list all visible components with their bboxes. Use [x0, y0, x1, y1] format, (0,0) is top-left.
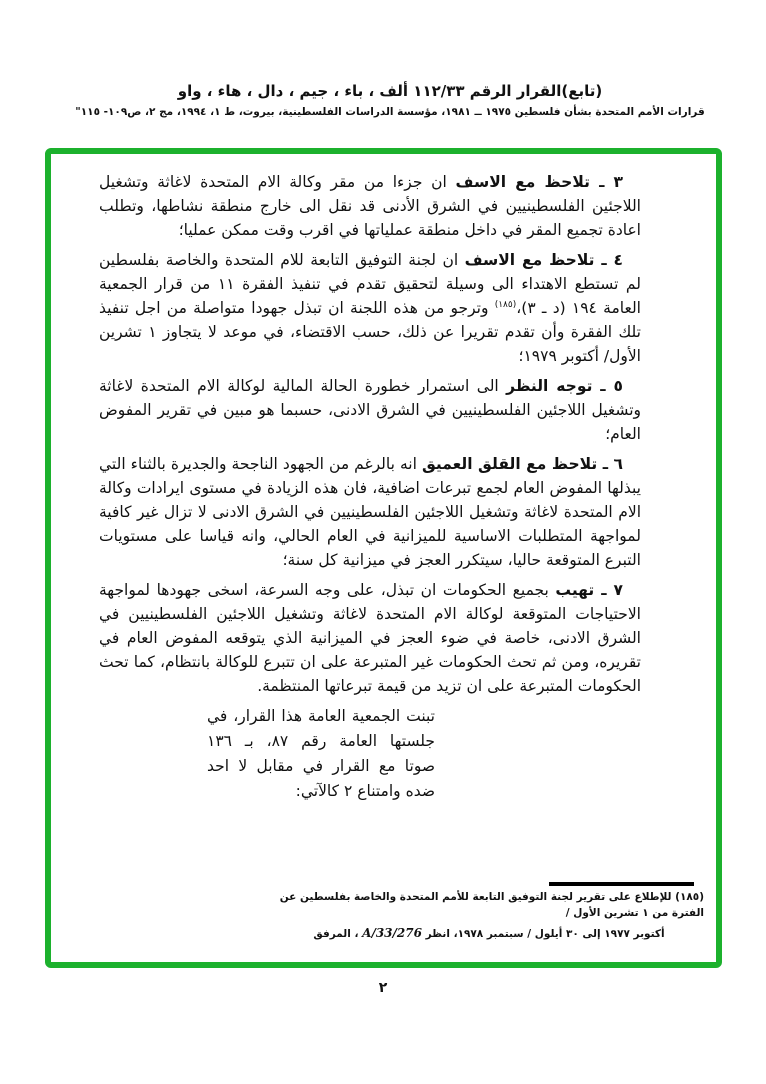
footnote-line-1: (١٨٥) للإطلاع على تقرير لجنة التوفيق التابعة للأمم المتحدة والخاصة بفلسطين عن الفترة من ١ تشرين الأول / [279, 891, 704, 919]
resolution-paragraph-5 [99, 374, 641, 446]
footnote-185 [274, 889, 704, 942]
adoption-line-4: ضده وامتناع ٢ كالآتي: [295, 782, 435, 800]
paragraph-7-text: بجميع الحكومات ان تبذل، على وجه السرعة، اسخى جهودها لمواجهة الاحتياجات المتوقعة لوكالة الام المتحدة لاغاثة وتشغيل اللاجئين الفلسطينيين في الشرق الادنى، خاصة في ضوء العجز في الميزانية الذي يتوقعه المفوض العام في تقريره، ومن ثم تحث الحكومات غير المتبرعة على ان تتبرع للوكالة بانتظام، كما تحث الحكومات المتبرعة على ان تزيد من قيمة تبرعاتها المنتظمة. [99, 581, 641, 695]
paragraph-4-lead: ٤ ـ تلاحظ مع الاسف [464, 251, 623, 269]
paragraph-3-text: ان جزءا من مقر وكالة الام المتحدة لاغاثة وتشغيل اللاجئين الفلسطينيين في الشرق الأدنى قد نقل الى خارج منطقة نشاطها، وتطلب اعادة تجميع المقر في داخل منطقة عملياتها في اقرب وقت ممكن عمليا؛ [99, 173, 641, 239]
un-document-symbol: A/33/276 [362, 926, 422, 940]
paragraph-6-lead: ٦ ـ تلاحظ مع القلق العميق [421, 455, 623, 473]
resolution-paragraph-4 [99, 248, 641, 368]
adoption-line-2: جلستها العامة رقم ٨٧، بـ ١٣٦ [207, 732, 435, 750]
adoption-line-1: تبنت الجمعية العامة هذا القرار، في [207, 707, 435, 725]
paragraph-6-text: انه بالرغم من الجهود الناجحة والجديرة بالثناء التي يبذلها المفوض العام لجمع تبرعات اضافية، فان هذه الزيادة في مستوى ايرادات وكالة الام المتحدة لاغاثة وتشغيل اللاجئين الفلسطينيين في الشرق الادنى لا تزال غير كافية لمواجهة المتطلبات الاساسية للميزانية في العام الحالي، وانه قياسا على مستويات التبرع المتوقعة حاليا، سيتكرر العجز في ميزانية كل سنة؛ [99, 455, 641, 569]
adoption-statement [207, 704, 435, 804]
paragraph-7-lead: ٧ ـ تهيب [555, 581, 623, 599]
footnote-line-2 [274, 925, 704, 942]
resolution-paragraph-3 [99, 170, 641, 242]
resolution-paragraph-6 [99, 452, 641, 572]
paragraph-5-text: الى استمرار خطورة الحالة المالية لوكالة الام المتحدة لاغاثة وتشغيل اللاجئين الفلسطينيين في الشرق الادنى، حسبما هو مبين في تقرير المفوض العام؛ [99, 377, 641, 443]
footnote-185-reference: (١٨٥) [494, 299, 517, 310]
document-source-citation: قرارات الأمم المتحدة بشأن فلسطين ١٩٧٥ ــ ١٩٨١، مؤسسة الدراسات الفلسطينية، بيروت، ط ١، ١٩٩٤، مج ٢، ص١٠٩- ١١٥" [75, 106, 705, 118]
paragraph-4-text-after: وترجو من هذه اللجنة ان تبذل جهودا متواصلة من اجل تنفيذ تلك الفقرة وأن تقدم تقريرا عن ذلك، حسب الاقتضاء، في موعد لا يتجاوز ١ تشرين الأول/ أكتوبر ١٩٧٩؛ [99, 299, 642, 365]
resolution-highlight-box [45, 148, 722, 968]
footnote-line-2-text: أكتوبر ١٩٧٧ إلى ٣٠ أيلول / سبتمبر ١٩٧٨، انظر [421, 928, 665, 940]
resolution-paragraph-7 [99, 578, 641, 698]
page-number: ٢ [378, 980, 388, 996]
paragraph-3-lead: ٣ ـ تلاحظ مع الاسف [455, 173, 623, 191]
paragraph-5-lead: ٥ ـ توجه النظر [506, 377, 623, 395]
footnote-line-2-suffix: ، المرفق [313, 928, 363, 940]
page-header [0, 82, 766, 118]
document-title: (تابع)القرار الرقم ١١٢/٣٣ ألف ، باء ، جيم ، دال ، هاء ، واو [177, 82, 603, 100]
paragraph-4-text: ان لجنة التوفيق التابعة للام المتحدة والخاصة بفلسطين لم تستطع الاهتداء الى وسيلة لتحقيق تقدم في تنفيذ الفقرة ١١ من قرار الجمعية العامة ١٩٤ (د ـ ٣)، [99, 251, 641, 317]
adoption-line-3: صوتا مع القرار في مقابل لا احد [207, 757, 435, 775]
footnote-separator-rule [549, 882, 694, 886]
